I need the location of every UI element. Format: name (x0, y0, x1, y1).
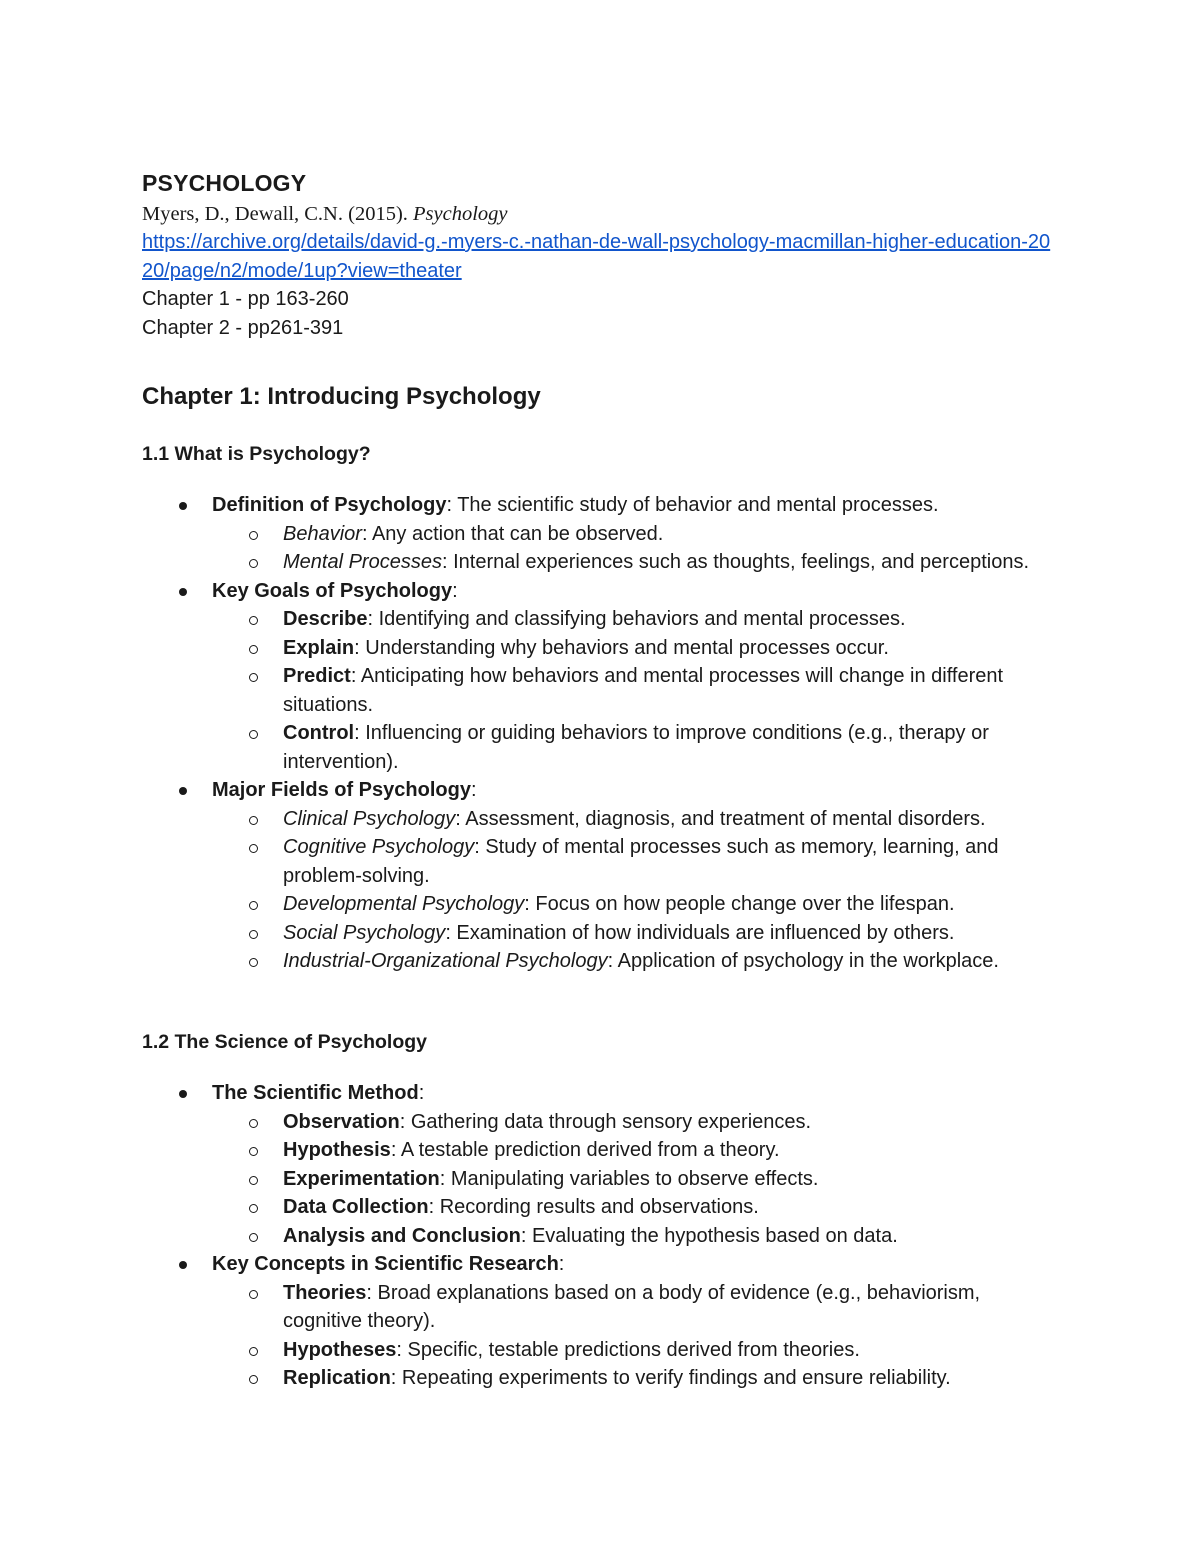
hollow-bullet-icon (249, 730, 258, 739)
sub-item-text: : Assessment, diagnosis, and treatment of mental disorders. (455, 807, 986, 830)
hollow-bullet-icon (249, 958, 258, 967)
list-item-term: Major Fields of Psychology (212, 779, 471, 801)
citation-authors: Myers, D., Dewall, C.N. (2015). (142, 203, 408, 225)
sub-item-term: Observation (283, 1110, 400, 1133)
sub-list-item (142, 1108, 1063, 1137)
sub-list-item (142, 919, 1063, 948)
sub-item-text: : Manipulating variables to observe effects. (439, 1167, 819, 1190)
sub-item-term: Experimentation (283, 1167, 440, 1190)
sub-item-term: Mental Processes (283, 551, 442, 573)
sub-item-text: : Gathering data through sensory experiences. (399, 1110, 812, 1133)
chapter1-pages: Chapter 1 - pp 163-260 (142, 288, 349, 310)
hollow-bullet-icon (249, 559, 258, 568)
sub-item-text: : A testable prediction derived from a theory. (390, 1139, 780, 1161)
sub-item-term: Describe (283, 608, 368, 630)
section-2-list (142, 1079, 1072, 1393)
bullet-icon (179, 588, 187, 596)
sub-item-text: : Evaluating the hypothesis based on data. (520, 1224, 898, 1247)
sub-list-item (142, 1136, 1063, 1165)
list-item-text: : The scientific study of behavior and mental processes. (446, 494, 939, 516)
sub-item-text: : Specific, testable predictions derived from theories. (396, 1338, 860, 1361)
sub-list-item (142, 662, 1063, 719)
document-page (142, 166, 1072, 1389)
hollow-bullet-icon (249, 901, 258, 910)
hollow-bullet-icon (249, 645, 258, 654)
bullet-icon (179, 1261, 187, 1269)
sub-item-term: Social Psychology (283, 921, 446, 944)
sub-item-text: : Understanding why behaviors and mental processes occur. (354, 636, 889, 659)
list-item-text: : (418, 1082, 425, 1104)
section-2-title: 1.2 The Science of Psychology (142, 1031, 428, 1053)
section-1-title: 1.1 What is Psychology? (142, 443, 371, 465)
bullet-icon (179, 502, 187, 510)
sub-item-text: : Application of psychology in the workplace. (607, 950, 999, 972)
hollow-bullet-icon (249, 1147, 258, 1156)
hollow-bullet-icon (249, 1233, 258, 1242)
sub-list-item (142, 1336, 1063, 1365)
sub-item-term: Explain (283, 636, 355, 659)
sub-list-item (142, 605, 1063, 634)
document-title: PSYCHOLOGY (142, 170, 307, 196)
hollow-bullet-icon (249, 1347, 258, 1356)
hollow-bullet-icon (249, 673, 258, 682)
sub-item-term: Hypotheses (283, 1338, 397, 1361)
list-item (142, 491, 1072, 520)
sub-list-item (142, 634, 1063, 663)
chapter-title: Chapter 1: Introducing Psychology (142, 383, 541, 410)
sub-list-item (142, 1193, 1063, 1222)
sub-item-term: Data Collection (283, 1196, 429, 1218)
sub-list-item (142, 805, 1063, 834)
sub-item-term: Analysis and Conclusion (283, 1224, 521, 1247)
hollow-bullet-icon (249, 616, 258, 625)
hollow-bullet-icon (249, 1204, 258, 1213)
sub-item-term: Theories (283, 1281, 367, 1304)
sub-item-text: : Influencing or guiding behaviors to improve conditions (e.g., therapy or intervention). (283, 722, 989, 773)
sub-item-text: : Focus on how people change over the lifespan. (524, 893, 955, 915)
list-item-term: Definition of Psychology (212, 494, 447, 516)
hollow-bullet-icon (249, 844, 258, 853)
list-item-text: : (452, 579, 458, 602)
sub-item-term: Replication (283, 1367, 391, 1389)
sub-list-item (142, 1165, 1063, 1194)
list-item (142, 1079, 1072, 1108)
sub-item-term: Industrial-Organizational Psychology (283, 950, 608, 972)
sub-item-term: Hypothesis (283, 1139, 391, 1161)
list-item-term: The Scientific Method (212, 1082, 419, 1104)
list-item-text: : (470, 779, 477, 801)
sub-item-text: : Internal experiences such as thoughts, feelings, and perceptions. (441, 551, 1029, 573)
sub-item-term: Behavior (283, 522, 362, 545)
hollow-bullet-icon (249, 1375, 258, 1384)
chapter2-pages: Chapter 2 - pp261-391 (142, 316, 344, 339)
bullet-icon (179, 787, 187, 795)
sub-item-text: : Recording results and observations. (428, 1196, 759, 1218)
sub-list-item (142, 719, 1063, 776)
sub-list-item (142, 1279, 1063, 1336)
sub-item-text: : Repeating experiments to verify findings and ensure reliability. (390, 1367, 951, 1389)
sub-item-term: Clinical Psychology (283, 807, 456, 830)
sub-item-text: : Examination of how individuals are influenced by others. (445, 921, 955, 944)
sub-list-item (142, 548, 1063, 577)
hollow-bullet-icon (249, 1119, 258, 1128)
list-item (142, 1250, 1072, 1279)
sub-item-text: : Identifying and classifying behaviors and mental processes. (367, 608, 906, 630)
section-1-list (142, 491, 1072, 976)
bullet-icon (179, 1090, 187, 1098)
list-item (142, 577, 1072, 606)
sub-item-text: : Broad explanations based on a body of evidence (e.g., behaviorism, cognitive theory). (283, 1281, 981, 1332)
hollow-bullet-icon (249, 1290, 258, 1299)
hollow-bullet-icon (249, 531, 258, 540)
citation-book-title: Psychology (413, 203, 508, 225)
sub-list-item (142, 890, 1063, 919)
sub-item-text: : Study of mental processes such as memory, learning, and problem-solving. (283, 836, 999, 887)
sub-list-item (142, 833, 1063, 890)
sub-item-term: Developmental Psychology (283, 893, 525, 915)
sub-item-text: : Any action that can be observed. (361, 522, 664, 545)
sub-list-item (142, 1222, 1063, 1251)
source-link[interactable]: https://archive.org/details/david-g.-myers-c.-nathan-de-wall-psychology-macmillan-higher-education-2020/page/n2/mode/1up?view=theater (142, 231, 1051, 282)
hollow-bullet-icon (249, 930, 258, 939)
sub-list-item (142, 947, 1063, 976)
list-item-text: : (558, 1253, 565, 1275)
sub-item-text: : Anticipating how behaviors and mental processes will change in different situations. (283, 665, 1004, 716)
sub-list-item (142, 520, 1063, 549)
sub-item-term: Control (283, 722, 355, 744)
sub-list-item (142, 1364, 1063, 1393)
hollow-bullet-icon (249, 816, 258, 825)
citation (142, 200, 1072, 228)
sub-item-term: Cognitive Psychology (283, 836, 475, 858)
list-item (142, 776, 1072, 805)
sub-item-term: Predict (283, 665, 351, 687)
list-item-term: Key Concepts in Scientific Research (212, 1253, 559, 1275)
hollow-bullet-icon (249, 1176, 258, 1185)
list-item-term: Key Goals of Psychology (212, 579, 453, 602)
